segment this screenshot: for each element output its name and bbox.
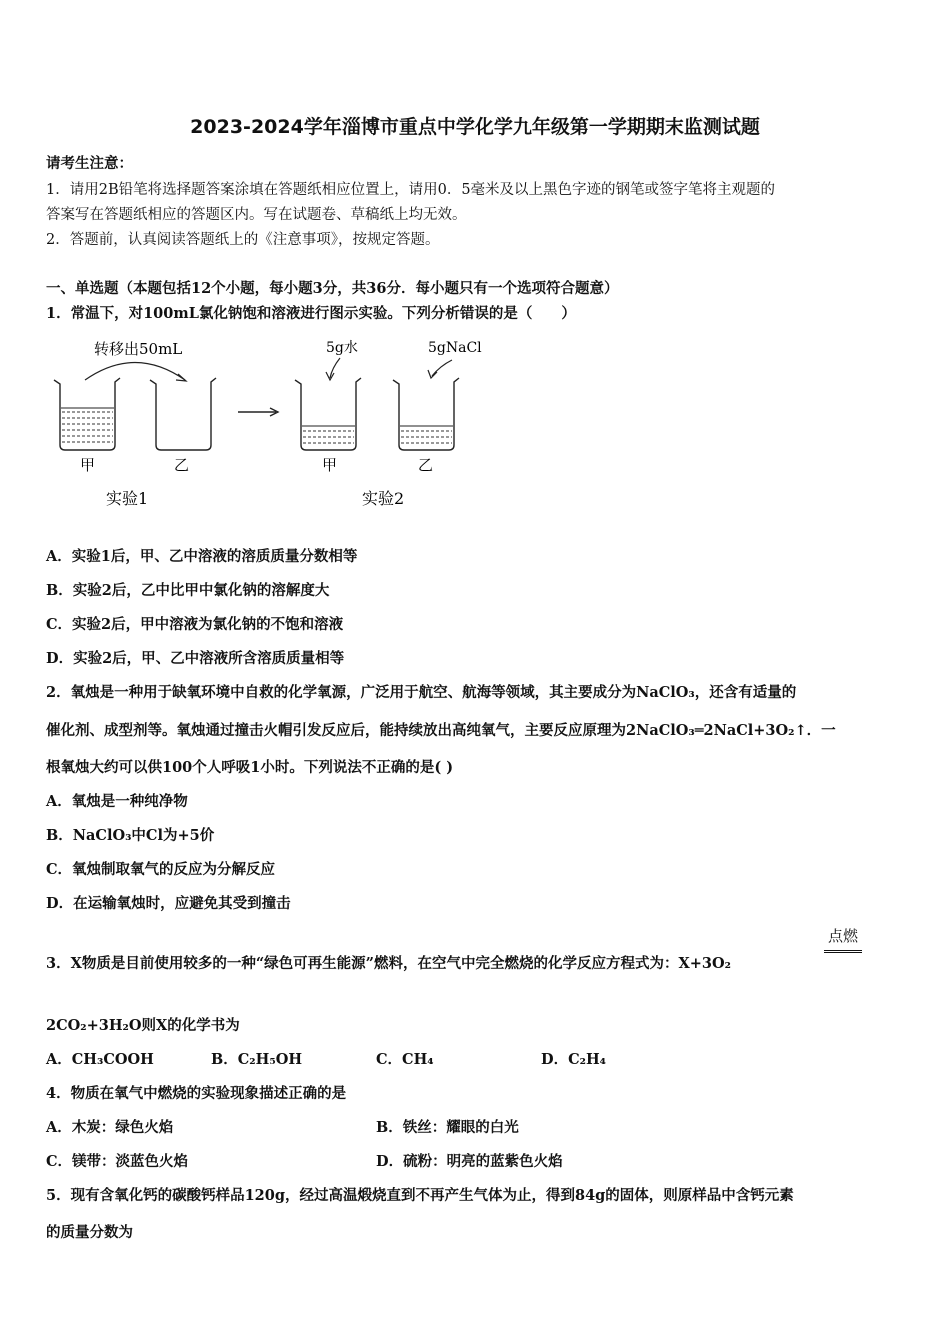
label-yi-1: 乙 <box>174 456 190 474</box>
beaker-jia-exp2 <box>295 378 361 450</box>
reaction-equals-sign <box>824 950 862 953</box>
q3-option-c: C．CH₄ <box>376 1051 434 1068</box>
beaker-yi-exp1 <box>150 378 216 450</box>
nacl-label: 5gNaCl <box>428 340 482 356</box>
question-1-stem: 1．常温下，对100mL氯化钠饱和溶液进行图示实验。下列分析错误的是（ ） <box>46 305 576 322</box>
q4-option-a: A．木炭：绿色火焰 <box>46 1119 174 1136</box>
notice-line-3: 2．答题前，认真阅读答题纸上的《注意事项》，按规定答题。 <box>46 232 440 248</box>
q2-option-b: B．NaClO₃中Cl为+5价 <box>46 827 215 844</box>
notice-heading: 请考生注意： <box>46 155 133 172</box>
q2-stem-line-2: 催化剂、成型剂等。氧烛通过撞击火帽引发反应后，能持续放出高纯氧气，主要反应原理为2NaClO₃═2NaCl+3O₂↑．一 <box>46 722 836 739</box>
q5-stem-line-2: 的质量分数为 <box>46 1224 133 1241</box>
q3-stem-line-2: 2CO₂+3H₂O则X的化学书为 <box>46 1017 240 1034</box>
water-label: 5g水 <box>326 340 358 356</box>
label-jia-1: 甲 <box>80 456 96 474</box>
water-arrow <box>330 358 340 378</box>
q5-stem-line-1: 5．现有含氧化钙的碳酸钙样品120g，经过高温煅烧直到不再产生气体为止，得到84g的固体，则原样品中含钙元素 <box>46 1187 794 1204</box>
q3-stem: 3．X物质是目前使用较多的一种“绿色可再生能源”燃料，在空气中完全燃烧的化学反应方程式为：X+3O₂ <box>46 955 731 972</box>
q3-option-a: A．CH₃COOH <box>46 1051 154 1068</box>
q1-option-d: D．实验2后，甲、乙中溶液所含溶质质量相等 <box>46 650 345 667</box>
beaker-jia-exp1 <box>54 378 120 450</box>
section-heading: 一、单选题（本题包括12个小题，每小题3分，共36分．每小题只有一个选项符合题意） <box>46 280 619 297</box>
experiment-1-label: 实验1 <box>106 489 149 508</box>
q2-stem-line-3: 根氧烛大约可以供100个人呼吸1小时。下列说法不正确的是( ) <box>46 759 454 776</box>
reaction-condition: 点燃 <box>827 927 858 945</box>
transfer-label: 转移出50mL <box>94 340 183 358</box>
q4-option-d: D．硫粉：明亮的蓝紫色火焰 <box>376 1153 563 1170</box>
experiment-2-label: 实验2 <box>362 489 405 508</box>
q3-option-b: B．C₂H₅OH <box>211 1051 303 1068</box>
experiment-figure <box>40 330 500 520</box>
q1-option-b: B．实验2后，乙中比甲中氯化钠的溶解度大 <box>46 582 330 599</box>
q2-stem-line-1: 2．氧烛是一种用于缺氧环境中自救的化学氧源，广泛用于航空、航海等领域，其主要成分为NaClO₃，还含有适量的 <box>46 684 797 701</box>
label-jia-2: 甲 <box>322 456 338 474</box>
beaker-yi-exp2 <box>393 378 459 450</box>
notice-line-2: 答案写在答题纸相应的答题区内。写在试题卷、草稿纸上均无效。 <box>46 207 467 223</box>
notice-line-1: 1．请用2B铅笔将选择题答案涂填在答题纸相应位置上，请用0．5毫米及以上黑色字迹的钢笔或签字笔将主观题的 <box>46 182 776 198</box>
q4-option-c: C．镁带：淡蓝色火焰 <box>46 1153 189 1170</box>
q1-option-a: A．实验1后，甲、乙中溶液的溶质质量分数相等 <box>46 548 358 565</box>
q2-option-c: C．氧烛制取氧气的反应为分解反应 <box>46 861 276 878</box>
q4-option-b: B．铁丝：耀眼的白光 <box>376 1119 519 1136</box>
q3-option-d: D．C₂H₄ <box>541 1051 607 1068</box>
q2-option-a: A．氧烛是一种纯净物 <box>46 793 188 810</box>
q4-stem: 4．物质在氧气中燃烧的实验现象描述正确的是 <box>46 1085 347 1102</box>
q2-option-d: D．在运输氧烛时，应避免其受到撞击 <box>46 895 291 912</box>
q1-option-c: C．实验2后，甲中溶液为氯化钠的不饱和溶液 <box>46 616 344 633</box>
transfer-arrow <box>85 363 185 381</box>
page-title: 2023-2024学年淄博市重点中学化学九年级第一学期期末监测试题 <box>190 116 760 138</box>
label-yi-2: 乙 <box>418 456 434 474</box>
